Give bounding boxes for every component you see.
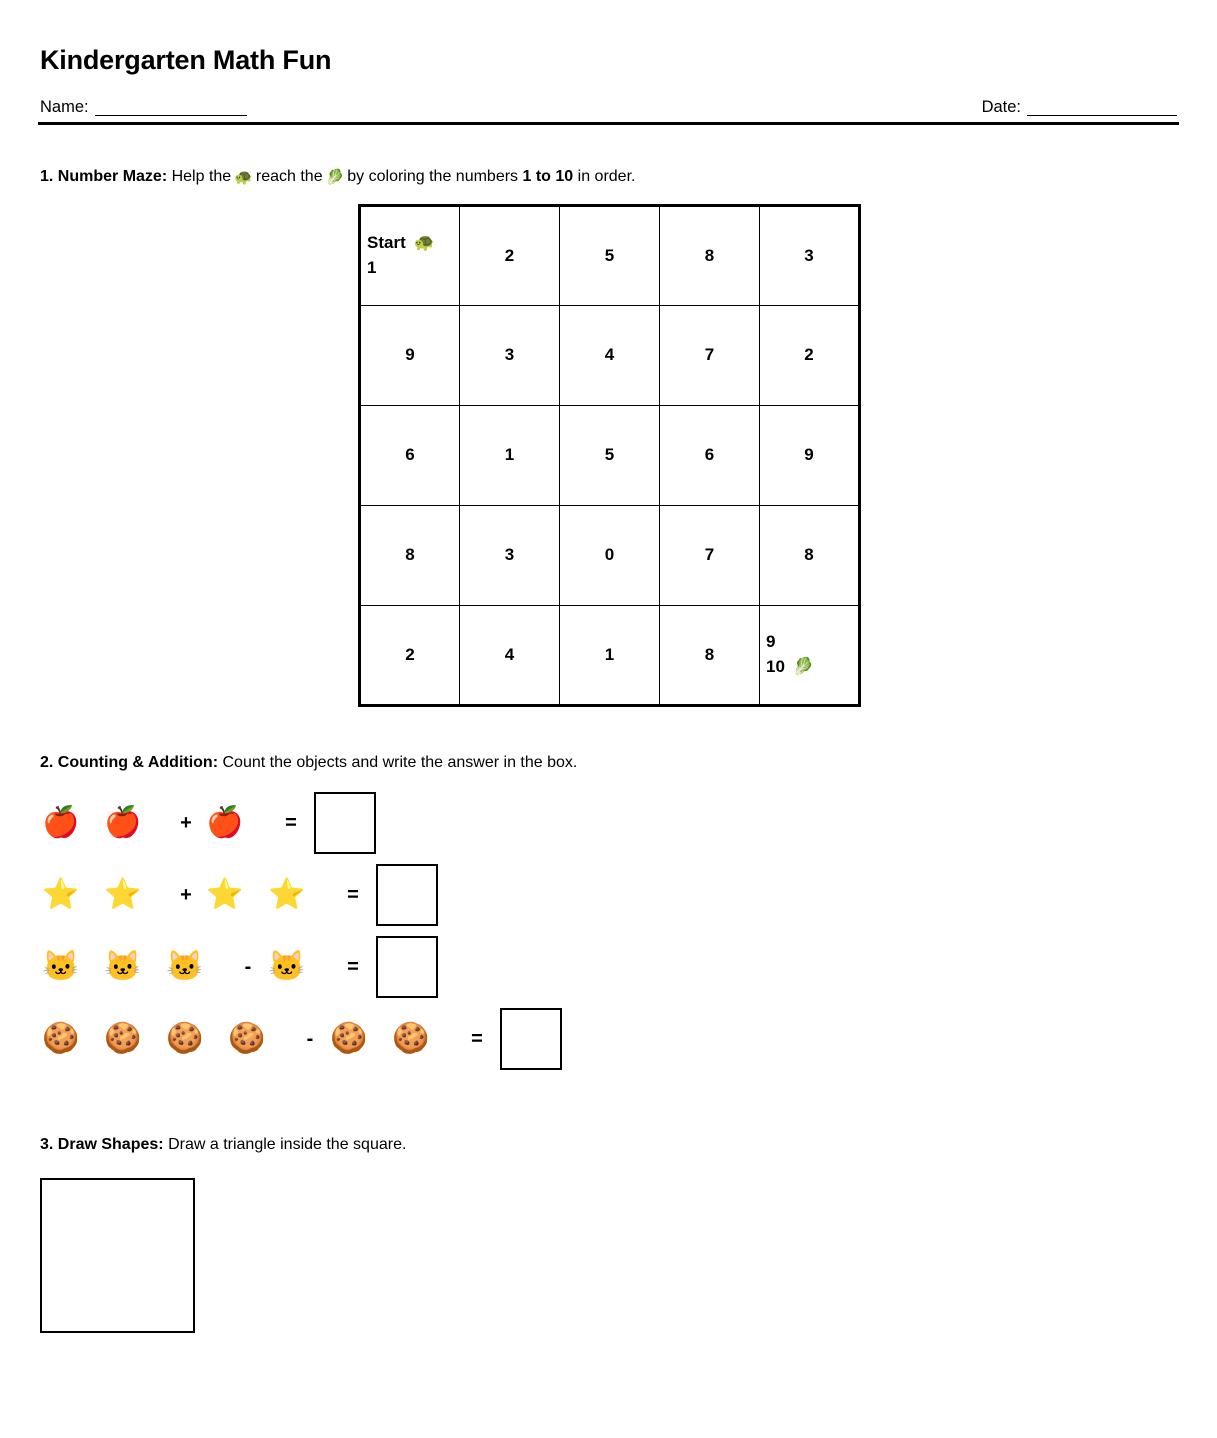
maze-cell-number[interactable]: 6: [660, 405, 760, 505]
maze-cell-number[interactable]: 5: [560, 405, 660, 505]
number-maze-grid: [358, 204, 861, 707]
page-title: Kindergarten Math Fun: [40, 45, 332, 75]
section-3-text: Draw a triangle inside the square.: [168, 1136, 407, 1154]
object-icon: 🍎: [206, 806, 244, 840]
finish-number-top: 9: [766, 632, 776, 652]
maze-cell-start[interactable]: [360, 205, 460, 305]
object-icon: 🍪: [330, 1022, 368, 1056]
emoji-group-right: [330, 1024, 454, 1054]
counting-problem-row: [42, 931, 1179, 1003]
maze-cell-number[interactable]: 6: [360, 405, 460, 505]
maze-cell-number[interactable]: 9: [360, 305, 460, 405]
maze-cell-number[interactable]: 8: [760, 505, 860, 605]
maze-cell-number[interactable]: 2: [460, 205, 560, 305]
maze-cell-number[interactable]: 8: [360, 505, 460, 605]
maze-cell-number[interactable]: 5: [560, 205, 660, 305]
equals-symbol: =: [347, 955, 359, 978]
date-field-group: [982, 98, 1177, 116]
operator-symbol: +: [180, 811, 192, 834]
name-date-row: [38, 98, 1179, 116]
maze-cell-number[interactable]: 8: [660, 605, 760, 705]
object-icon: 🍪: [42, 1022, 80, 1056]
equals-symbol: =: [285, 811, 297, 834]
section-1-range: 1 to 10: [522, 167, 574, 185]
section-1-text-end: in order.: [577, 167, 636, 185]
section-1-instruction: [38, 167, 1179, 188]
equals-symbol: =: [471, 1027, 483, 1050]
answer-box[interactable]: [314, 792, 376, 854]
maze-row: [360, 505, 860, 605]
maze-row: [360, 305, 860, 405]
maze-cell-number[interactable]: 4: [460, 605, 560, 705]
maze-cell-number[interactable]: 3: [760, 205, 860, 305]
date-input-blank[interactable]: [1027, 103, 1177, 116]
object-icon: 🍎: [104, 806, 142, 840]
name-field-group: [40, 98, 247, 116]
object-icon: 🐱: [42, 950, 80, 984]
emoji-group-left: [42, 952, 228, 982]
emoji-group-left: [42, 808, 166, 838]
leafy-green-icon: 🥬: [792, 656, 815, 676]
maze-row: [360, 205, 860, 305]
equals-symbol: =: [347, 883, 359, 906]
object-icon: 🐱: [104, 950, 142, 984]
object-icon: ⭐: [42, 878, 80, 912]
draw-square-area[interactable]: [40, 1178, 195, 1333]
answer-box[interactable]: [376, 864, 438, 926]
object-icon: 🍪: [228, 1022, 266, 1056]
name-input-blank[interactable]: [95, 103, 247, 116]
counting-problem-row: [42, 1003, 1179, 1075]
number-maze-container: [38, 204, 1179, 707]
maze-cell-number[interactable]: 0: [560, 505, 660, 605]
section-2-label: 2. Counting & Addition:: [40, 753, 219, 771]
object-icon: 🍎: [42, 806, 80, 840]
maze-row: [360, 605, 860, 705]
operator-symbol: -: [306, 1027, 314, 1050]
emoji-group-right: [268, 952, 330, 982]
start-number: 1: [367, 257, 377, 277]
maze-cell-number[interactable]: 3: [460, 305, 560, 405]
turtle-icon: 🐢: [413, 233, 435, 253]
operator-symbol: +: [180, 883, 192, 906]
maze-cell-finish[interactable]: [760, 605, 860, 705]
section-1-text-after-leaf: by coloring the numbers: [347, 167, 519, 185]
object-icon: 🐱: [166, 950, 204, 984]
object-icon: ⭐: [104, 878, 142, 912]
maze-cell-number[interactable]: 2: [360, 605, 460, 705]
object-icon: 🐱: [268, 950, 306, 984]
section-3-label: 3. Draw Shapes:: [40, 1136, 164, 1154]
counting-problem-row: [42, 787, 1179, 859]
operator-symbol: -: [244, 955, 252, 978]
answer-box[interactable]: [376, 936, 438, 998]
emoji-group-left: [42, 1024, 290, 1054]
maze-cell-number[interactable]: 9: [760, 405, 860, 505]
object-icon: ⭐: [206, 878, 244, 912]
header-divider: [38, 122, 1179, 125]
date-label: Date:: [981, 97, 1021, 116]
section-3-instruction: [38, 1135, 1179, 1156]
counting-problem-row: [42, 859, 1179, 931]
maze-cell-number[interactable]: 8: [660, 205, 760, 305]
turtle-icon: 🐢: [234, 168, 253, 186]
maze-row: [360, 405, 860, 505]
finish-number: 10: [766, 656, 785, 676]
maze-cell-number[interactable]: 2: [760, 305, 860, 405]
object-icon: 🍪: [104, 1022, 142, 1056]
section-2-instruction: [38, 753, 1179, 774]
section-2-text: Count the objects and write the answer in the box.: [222, 753, 578, 771]
maze-cell-number[interactable]: 1: [560, 605, 660, 705]
counting-problems-list: [38, 787, 1179, 1075]
object-icon: 🍪: [392, 1022, 430, 1056]
maze-cell-number[interactable]: 1: [460, 405, 560, 505]
answer-box[interactable]: [500, 1008, 562, 1070]
object-icon: 🍪: [166, 1022, 204, 1056]
emoji-group-right: [206, 808, 268, 838]
maze-cell-number[interactable]: 3: [460, 505, 560, 605]
leafy-green-icon: 🥬: [325, 168, 345, 186]
object-icon: ⭐: [268, 878, 306, 912]
maze-cell-number[interactable]: 7: [660, 305, 760, 405]
start-label: Start: [367, 233, 406, 253]
maze-cell-number[interactable]: 7: [660, 505, 760, 605]
section-1-text-between: reach the: [255, 167, 323, 185]
emoji-group-left: [42, 880, 166, 910]
section-1-text-before-turtle: Help the: [171, 167, 232, 185]
section-1-label: 1. Number Maze:: [40, 167, 168, 185]
emoji-group-right: [206, 880, 330, 910]
draw-shapes-container: [38, 1178, 1179, 1333]
maze-cell-number[interactable]: 4: [560, 305, 660, 405]
name-label: Name:: [40, 97, 89, 116]
